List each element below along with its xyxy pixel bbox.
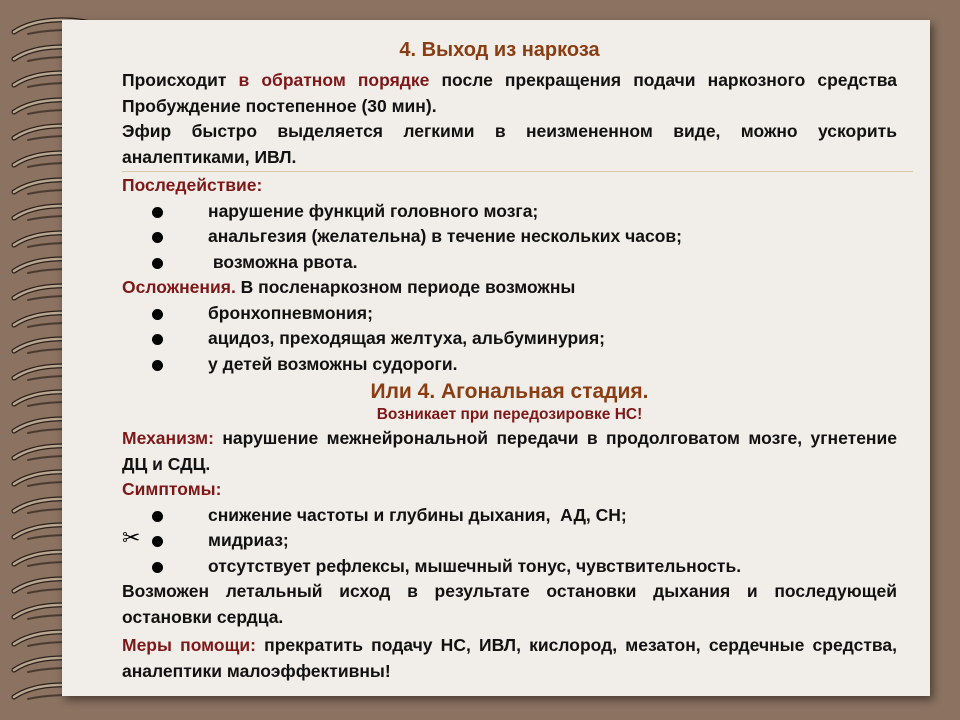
- bullet-dot-icon: [152, 511, 163, 522]
- symptom-item-3: отсутствует рефлексы, мышечный тонус, чувствительность.: [208, 555, 742, 576]
- bullet-dot-icon: [152, 309, 163, 320]
- intro-paragraph-2: Эфир быстро выделяется легкими в неизмененном виде, можно ускорить аналептиками, ИВЛ.: [122, 121, 897, 167]
- symptoms-heading: Симптомы:: [122, 479, 222, 499]
- list-item: [122, 301, 897, 327]
- agonal-stage-title: Или 4. Агональная стадия.: [370, 380, 649, 403]
- agonal-cause: Возникает при передозировке НС!: [376, 406, 643, 423]
- aftereffect-item-1: нарушение функций головного мозга;: [208, 200, 539, 221]
- bullet-dot-icon: [152, 536, 163, 547]
- outcome-paragraph: Возможен летальный исход в результате остановки дыхания и последующей остановки сердца.: [122, 581, 897, 627]
- intro-paragraph-1: [122, 68, 897, 119]
- aftereffect-item-2: анальгезия (желательна) в течение нескольких часов;: [208, 226, 682, 246]
- complication-item-1: бронхопневмония;: [208, 302, 373, 323]
- bullet-dot-icon: [152, 562, 163, 573]
- list-item: [122, 554, 897, 580]
- bullet-dot-icon: [152, 360, 163, 371]
- aftereffect-heading: Последействие:: [122, 175, 263, 195]
- bullet-dot-icon: [152, 258, 163, 269]
- list-item: [122, 199, 897, 225]
- complications-heading: Осложнения.: [122, 277, 236, 297]
- help-text: прекратить подачу НС, ИВЛ, кислород, мезатон, сердечные средства, аналептики малоэффективны!: [122, 635, 898, 681]
- bullet-dot-icon: [152, 232, 163, 243]
- list-item: [122, 352, 897, 378]
- help-paragraph: [122, 633, 897, 684]
- symptom-item-2: мидриаз;: [208, 530, 289, 550]
- complications-text: В посленаркозном периоде возможны: [235, 277, 576, 297]
- bullet-dot-icon: [152, 334, 163, 345]
- intro-text-start: Происходит: [122, 70, 239, 90]
- list-item: [122, 250, 897, 276]
- mechanism-text: нарушение межнейрональной передачи в продолговатом мозге, угнетение ДЦ и СДЦ.: [122, 428, 897, 474]
- complication-item-2: ацидоз, преходящая желтуха, альбуминурия;: [208, 328, 605, 348]
- intro-text-end: после прекращения подачи наркозного средства Пробуждение постепенное (30 мин).: [122, 70, 897, 116]
- page-title: 4. Выход из наркоза: [399, 39, 600, 61]
- complications-line: [122, 275, 897, 301]
- help-heading: Меры помощи:: [122, 635, 256, 655]
- list-item: [122, 503, 897, 529]
- list-item: [122, 528, 897, 554]
- intro-highlight: в обратном порядке: [238, 70, 430, 90]
- symptom-item-1: снижение частоты и глубины дыхания, АД, СН;: [208, 504, 627, 525]
- mechanism-paragraph: [122, 426, 897, 477]
- bullet-dot-icon: [152, 207, 163, 218]
- complication-item-3: у детей возможны судороги.: [208, 353, 458, 374]
- section-divider: [122, 171, 913, 172]
- list-item: [122, 224, 897, 250]
- aftereffect-item-3: возможна рвота.: [208, 251, 358, 272]
- slide-content: [122, 30, 897, 684]
- mechanism-heading: Механизм:: [122, 428, 214, 448]
- list-item: [122, 326, 897, 352]
- scissors-icon: ✂: [122, 526, 141, 551]
